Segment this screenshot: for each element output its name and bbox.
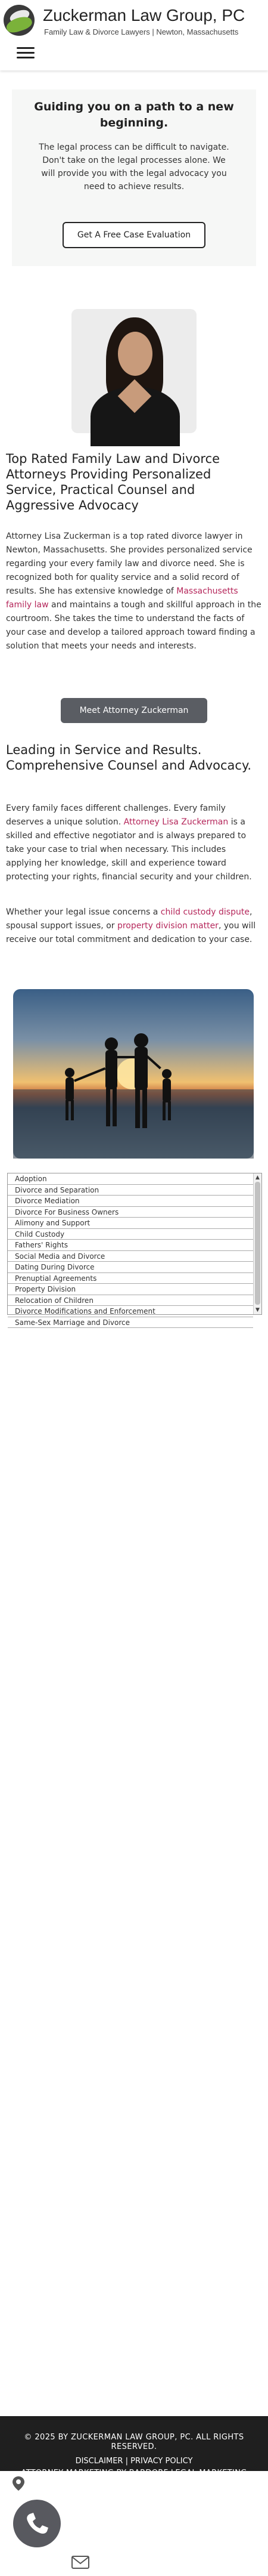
hero-text: The legal process can be difficult to navigate. Don't take on the legal processes alone. We will provide you with the legal advocacy you need to achieve results. bbox=[39, 143, 229, 191]
list-scrollbar[interactable] bbox=[253, 1173, 261, 1314]
phone-icon bbox=[13, 2500, 61, 2547]
topic-list-item[interactable]: Divorce and Separation bbox=[8, 1185, 253, 1196]
child-custody-dispute-link[interactable]: child custody dispute bbox=[160, 907, 250, 917]
footer-separator: | bbox=[125, 2457, 128, 2466]
site-header bbox=[0, 0, 268, 70]
practice-areas-list[interactable] bbox=[7, 1173, 262, 1327]
topic-list-item[interactable]: Alimony and Support bbox=[8, 1218, 253, 1229]
topic-list-item[interactable]: Prenuptial Agreements bbox=[8, 1273, 253, 1284]
massachusetts-family-law-link[interactable]: Massachusetts family law bbox=[6, 586, 238, 610]
mail-icon[interactable] bbox=[71, 2556, 89, 2569]
attorney-lisa-zuckerman-link[interactable]: Attorney Lisa Zuckerman bbox=[123, 817, 229, 827]
topic-list-item[interactable]: Child Custody bbox=[8, 1229, 253, 1240]
topic-list-item[interactable]: Relocation of Children bbox=[8, 1295, 253, 1306]
topic-list-item[interactable]: Same-Sex Marriage and Divorce bbox=[8, 1317, 253, 1329]
topic-list-item[interactable]: Divorce Mediation bbox=[8, 1196, 253, 1207]
topic-list-item[interactable]: Fathers' Rights bbox=[8, 1240, 253, 1251]
about-heading: Top Rated Family Law and Divorce Attorneys Providing Personalized Service, Practical Counsel and Aggressive Advocacy bbox=[6, 452, 220, 512]
meet-attorney-button[interactable]: Meet Attorney Zuckerman bbox=[61, 698, 207, 723]
hero-panel bbox=[12, 89, 256, 266]
topic-list-item[interactable]: Dating During Divorce bbox=[8, 1262, 253, 1273]
disclaimer-link[interactable]: DISCLAIMER bbox=[75, 2457, 123, 2466]
free-case-evaluation-button[interactable]: Get A Free Case Evaluation bbox=[63, 222, 205, 248]
brand-name[interactable]: Zuckerman Law Group, PC bbox=[43, 6, 245, 24]
hamburger-menu-icon[interactable] bbox=[17, 47, 35, 60]
scroll-up-icon[interactable]: ▲ bbox=[255, 1175, 260, 1181]
about-text: Attorney Lisa Zuckerman is a top rated divorce lawyer in Newton, Massachusetts. She provides personalized service regarding your every family law and divorce need. She is recognized both for quality service and a solid record of results. She has extensive knowledge of Massachusetts family law and maintains a tough and skillful approach in the courtroom. She takes the time to understand the facts of your case and develop a tailored approach toward finding a solution that meets your needs and interests. bbox=[6, 532, 261, 651]
topic-list-item[interactable]: Divorce Modifications and Enforcement bbox=[8, 1306, 253, 1317]
scroll-down-icon[interactable]: ▼ bbox=[255, 1307, 260, 1313]
family-beach-photo bbox=[13, 989, 254, 1159]
hero-heading: Guiding you on a path to a new beginning. bbox=[34, 100, 234, 129]
property-division-matter-link[interactable]: property division matter bbox=[117, 921, 219, 931]
copyright-text: © 2025 BY ZUCKERMAN LAW GROUP, PC. ALL RIGHTS RESERVED. bbox=[24, 2433, 244, 2451]
topic-list-item[interactable]: Adoption bbox=[8, 1173, 253, 1185]
phone-call-button[interactable] bbox=[13, 2500, 61, 2547]
topic-list-item[interactable]: Property Division bbox=[8, 1284, 253, 1295]
topic-list-item[interactable]: Social Media and Divorce bbox=[8, 1251, 253, 1262]
scroll-thumb[interactable] bbox=[255, 1182, 260, 1305]
leading-text-2: Whether your legal issue concerns a child custody dispute, spousal support issues, or property division matter, you will receive our total commitment and dedication to your case. bbox=[6, 907, 256, 944]
location-pin-icon[interactable] bbox=[12, 2476, 25, 2491]
topic-list-item[interactable]: Divorce For Business Owners bbox=[8, 1207, 253, 1218]
leading-text-1: Every family faces different challenges. Every family deserves a unique solution. Attorney Lisa Zuckerman is a skilled and effective negotiator and is always prepared to take your case to trial when necessary. This includes applying her knowledge, skill and experience toward protecting your rights, financial security and your children. bbox=[6, 804, 252, 882]
footer-links bbox=[0, 2457, 268, 2466]
brand-tagline: Family Law & Divorce Lawyers | Newton, Massachusetts bbox=[44, 27, 239, 36]
attorney-portrait bbox=[71, 309, 197, 433]
logo-icon[interactable] bbox=[4, 5, 35, 36]
privacy-policy-link[interactable]: PRIVACY POLICY bbox=[130, 2457, 193, 2466]
leading-heading: Leading in Service and Results. Comprehensive Counsel and Advocacy. bbox=[6, 743, 252, 773]
